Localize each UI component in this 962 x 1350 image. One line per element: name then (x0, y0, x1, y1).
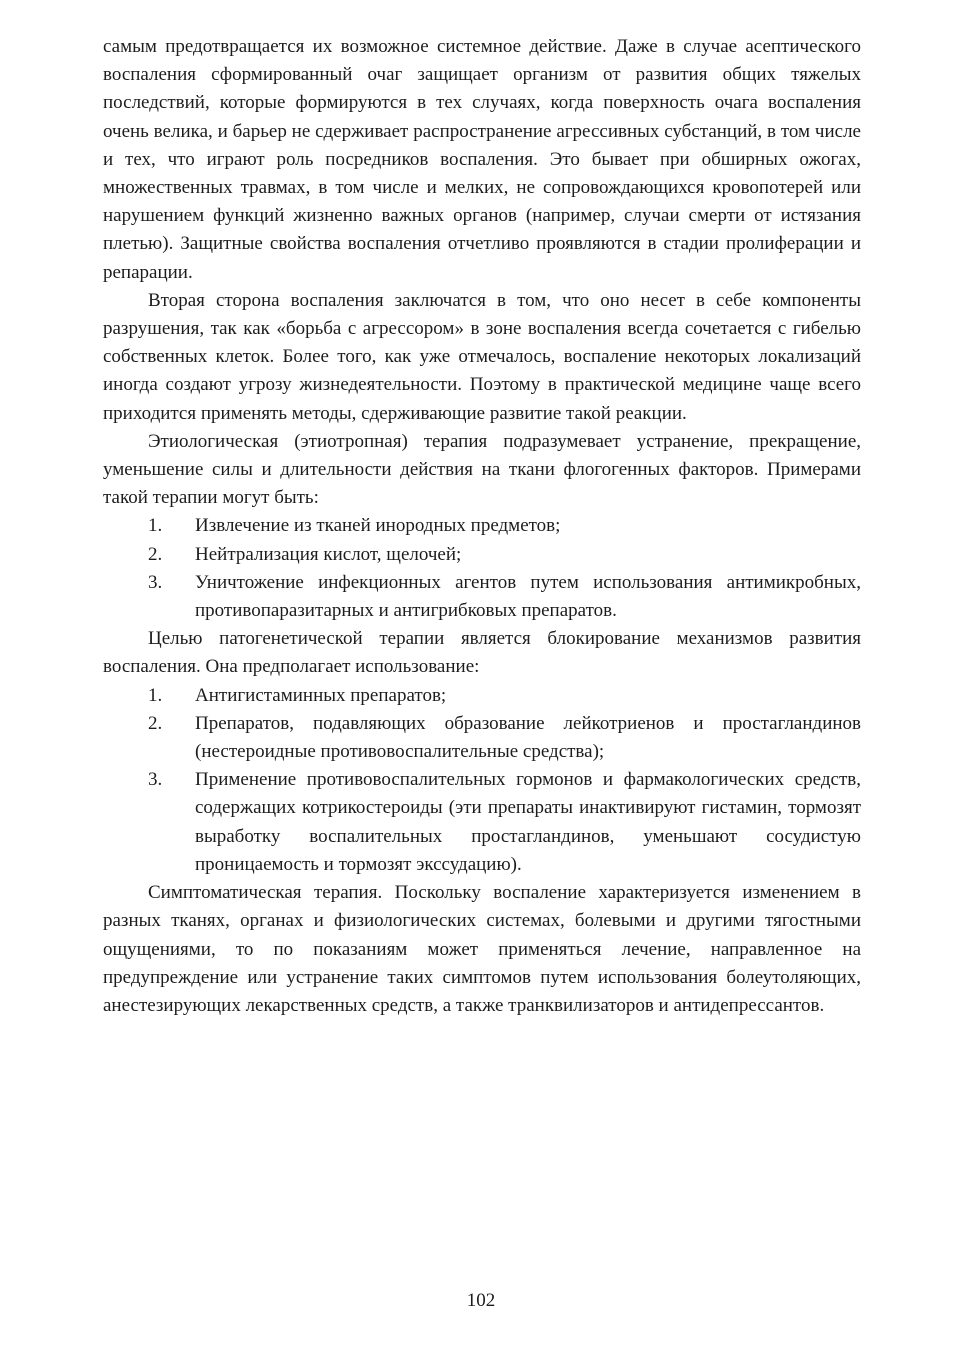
paragraph-pathogenetic-therapy: Целью патогенетической терапии является блокирование механизмов развития воспаления. Она предполагает использование: (103, 628, 861, 678)
etiotropic-therapy-list (103, 512, 861, 625)
pathogenetic-therapy-list (103, 682, 861, 879)
list-item-text: Применение противовоспалительных гормонов и фармакологических средств, содержащих котрикостероиды (эти препараты инактивируют гистамин, тормозят выработку воспалительных простагландинов, уменьшают сосудистую проницаемость и тормозят экссудацию). (195, 769, 861, 875)
list-item (103, 682, 861, 710)
list-item (103, 710, 861, 766)
page-number: 102 (466, 1290, 496, 1311)
list-item-number: 1. (148, 684, 163, 706)
list-item (103, 541, 861, 569)
paragraph-symptomatic-therapy: Симптоматическая терапия. Поскольку воспаление характеризуется изменением в разных тканях, органах и физиологических системах, болевыми и другими тягостными ощущениями, то по показаниям может применяться лечение, направленное на предупреждение или устранение таких симптомов путем использования болеутоляющих, анестезирующих лекарственных средств, а также транквилизаторов и антидепрессантов. (103, 882, 861, 1016)
paragraph-inflammation-destruction: Вторая сторона воспаления заключатся в том, что оно несет в себе компоненты разрушения, так как «борьба с агрессором» в зоне воспаления всегда сочетается с гибелью собственных клеток. Более того, как уже отмечалось, воспаление некоторых локализаций иногда создают угрозу жизнедеятельности. Поэтому в практической медицине чаще всего приходится применять методы, сдерживающие развитие такой реакции. (103, 289, 861, 424)
list-item-text: Нейтрализация кислот, щелочей; (195, 543, 462, 565)
list-item-text: Извлечение из тканей инородных предметов; (195, 515, 561, 537)
list-item-text: Препаратов, подавляющих образование лейкотриенов и простагландинов (нестероидные противовоспалительные средства); (195, 712, 861, 763)
list-item-number: 2. (148, 712, 163, 734)
list-item-number: 1. (148, 515, 163, 537)
page-body (103, 33, 861, 1020)
list-item (103, 512, 861, 540)
list-item (103, 766, 861, 879)
list-item-text: Антигистаминных препаратов; (195, 684, 447, 706)
list-item (103, 569, 861, 625)
list-item-number: 3. (148, 769, 163, 791)
paragraph-etiotropic-therapy: Этиологическая (этиотропная) терапия подразумевает устранение, прекращение, уменьшение силы и длительности действия на ткани флогогенных факторов. Примерами такой терапии могут быть: (103, 430, 861, 509)
paragraph-continuation: самым предотвращается их возможное системное действие. Даже в случае асептического воспаления сформированный очаг защищает организм от развития общих тяжелых последствий, которые формируются в тех случаях, когда поверхность очага воспаления очень велика, и барьер не сдерживает распространение агрессивных субстанций, в том числе и тех, что играют роль посредников воспаления. Это бывает при обширных ожогах, множественных травмах, в том числе и мелких, не сопровождающихся кровопотерей или нарушением функций жизненно важных органов (например, случаи смерти от истязания плетью). Защитные свойства воспаления отчетливо проявляются в стадии пролиферации и репарации. (103, 36, 861, 283)
list-item-number: 3. (148, 571, 163, 593)
list-item-text: Уничтожение инфекционных агентов путем использования антимикробных, противопаразитарных и антигрибковых препаратов. (195, 571, 861, 622)
list-item-number: 2. (148, 543, 163, 565)
